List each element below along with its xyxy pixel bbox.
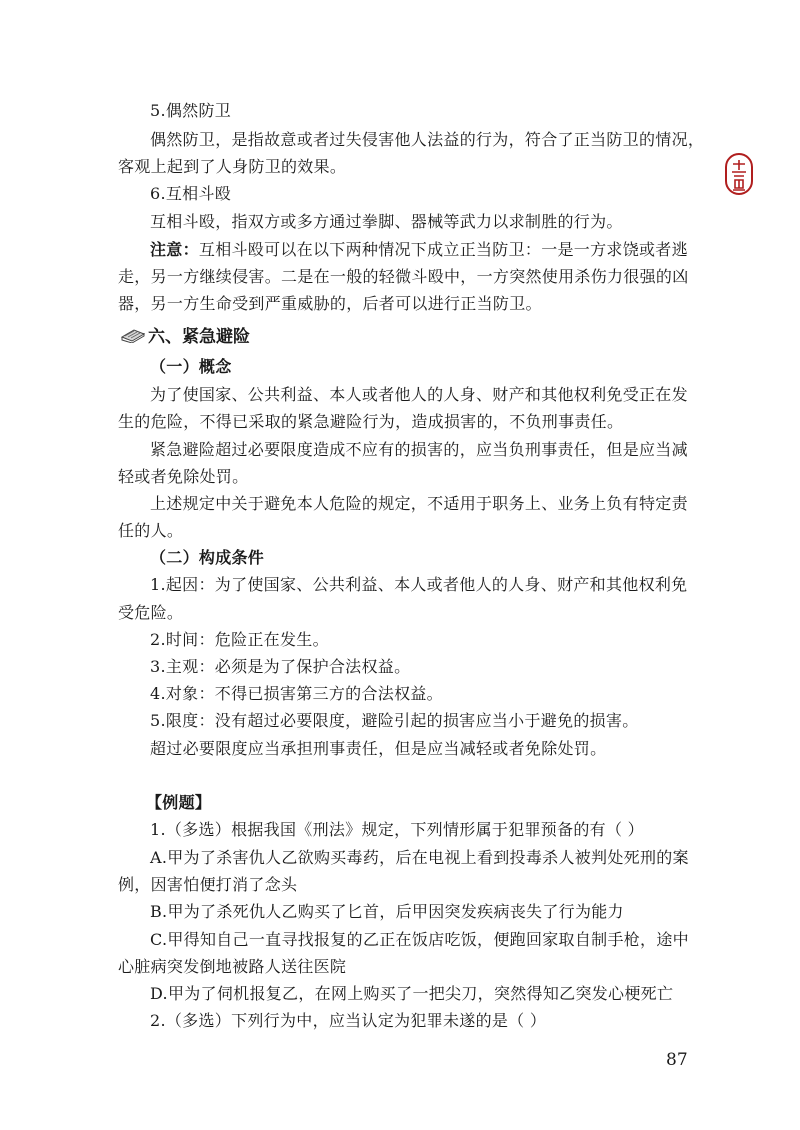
page-number: 87	[666, 1050, 688, 1070]
question-line: 1.（多选）根据我国《刑法》规定，下列情形属于犯罪预备的有（ ）	[150, 820, 644, 839]
section-title: 六、紧急避险	[148, 326, 250, 347]
paragraph-line: 超过必要限度应当承担刑事责任，但是应当减轻或者免除处罚。	[150, 739, 607, 758]
option-line: A.甲为了杀害仇人乙欲购买毒药，后在电视上看到投毒杀人被判处死刑的案	[150, 848, 689, 867]
question-line: 2.（多选）下列行为中，应当认定为犯罪未遂的是（ ）	[150, 1011, 547, 1030]
paragraph-line: 轻或者免除处罚。	[118, 467, 249, 486]
paragraph-line: 6.互相斗殴	[150, 184, 232, 203]
option-line: D.甲为了伺机报复乙，在网上购买了一把尖刀，突然得知乙突发心梗死亡	[150, 984, 674, 1003]
paragraph-line: 紧急避险超过必要限度造成不应有的损害的，应当负刑事责任，但是应当减	[150, 440, 688, 459]
subsection-title: （二）构成条件	[150, 548, 265, 567]
paragraph-line: 受危险。	[118, 603, 184, 622]
paragraph-line: 上述规定中关于避免本人危险的规定，不适用于职务上、业务上负有特定责	[150, 494, 688, 513]
example-heading: 【例题】	[146, 793, 212, 812]
option-line: B.甲为了杀死仇人乙购买了匕首，后甲因突发疾病丧失了行为能力	[150, 902, 624, 921]
list-item: 4.对象：不得已损害第三方的合法权益。	[150, 684, 443, 703]
paragraph-line: 器，另一方生命受到严重威胁的，后者可以进行正当防卫。	[118, 294, 542, 313]
subsection-title: （一）概念	[150, 357, 232, 376]
list-item: 2.时间：危险正在发生。	[150, 630, 329, 649]
option-line: C.甲得知自己一直寻找报复的乙正在饭店吃饭，便跑回家取自制手枪，途中	[150, 930, 689, 949]
paragraph-line: 生的危险，不得已采取的紧急避险行为，造成损害的，不负刑事责任。	[118, 412, 624, 431]
list-item: 5.限度：没有超过必要限度，避险引起的损害应当小于避免的损害。	[150, 711, 639, 730]
note-label: 注意：	[150, 240, 199, 259]
paragraph-line: 互相斗殴，指双方或多方通过拳脚、器械等武力以求制胜的行为。	[150, 212, 623, 231]
paragraph-line: 为了使国家、公共利益、本人或者他人的人身、财产和其他权利免受正在发	[150, 385, 688, 404]
list-item: 3.主观：必须是为了保护合法权益。	[150, 657, 411, 676]
paragraph-line: 走，另一方继续侵害。二是在一般的轻微斗殴中，一方突然使用杀伤力很强的凶	[118, 267, 689, 286]
section-heading	[120, 322, 250, 346]
paragraph-line	[150, 240, 688, 260]
paragraph-line: 5.偶然防卫	[150, 101, 232, 120]
seal-stamp-icon	[724, 152, 754, 196]
note-text: 互相斗殴可以在以下两种情况下成立正当防卫：一是一方求饶或者逃	[198, 240, 688, 259]
paragraph-line: 客观上起到了人身防卫的效果。	[118, 157, 347, 176]
paragraph-line: 1.起因：为了使国家、公共利益、本人或者他人的人身、财产和其他权利免	[150, 575, 688, 594]
option-line: 例，因害怕便打消了念头	[118, 875, 298, 894]
paragraph-line: 偶然防卫，是指故意或者过失侵害他人法益的行为，符合了正当防卫的情况，	[150, 130, 705, 149]
option-line: 心脏病突发倒地被路人送往医院	[118, 957, 347, 976]
book-stack-icon	[120, 325, 146, 343]
paragraph-line: 任的人。	[118, 521, 184, 540]
